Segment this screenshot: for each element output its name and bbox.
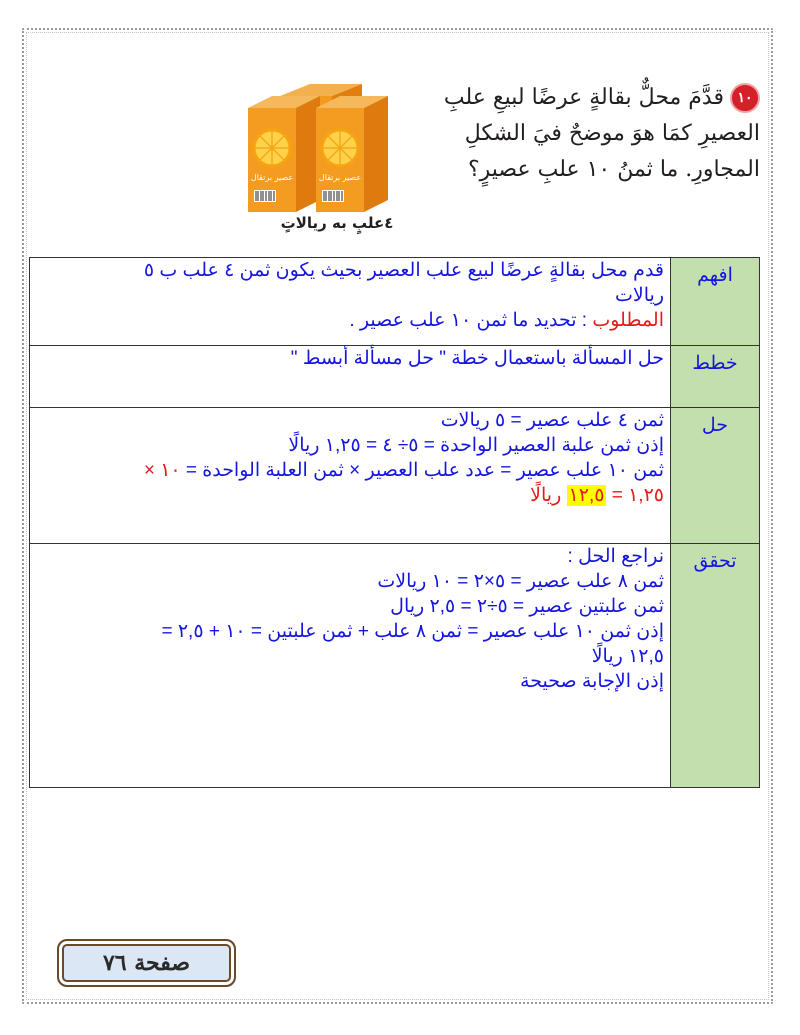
content-line [38, 308, 664, 333]
highlighted-answer: ١٢,٥ [568, 485, 605, 506]
table-row-understand [30, 258, 760, 346]
text-run: إذن الإجابة صحيحة [520, 671, 664, 692]
problem-statement [420, 80, 760, 188]
table-row-solve [30, 408, 760, 544]
text-run: ثمن ٨ علب عصير = ٥×٢ = ١٠ ريالات [377, 571, 664, 592]
row-label-check: تحقق [671, 544, 760, 788]
text-run: ١,٢٥ = [606, 485, 664, 506]
content-line [38, 458, 664, 483]
row-content-solve [30, 408, 671, 544]
text-run: نراجع الحل : [567, 546, 664, 567]
text-run: ثمن علبتين عصير = ٥÷٢ = ٢,٥ ريال [390, 596, 664, 617]
row-content-understand [30, 258, 671, 346]
text-run: ثمن ٤ علب عصير = ٥ ريالات [440, 410, 664, 431]
content-line [38, 346, 664, 371]
text-run: ثمن ١٠ علب عصير = عدد علب العصير × ثمن العلبة الواحدة = [180, 460, 664, 481]
text-run: ١٢,٥ ريالًا [591, 646, 664, 667]
row-label-solve: حل [671, 408, 760, 544]
text-run: ريالات [615, 285, 664, 306]
text-run: إذن ثمن علبة العصير الواحدة = ٥÷ ٤ = ١,٢٥ ريالًا [288, 435, 664, 456]
problem-number-badge: ١٠ [730, 83, 760, 113]
text-run: المطلوب [592, 310, 664, 331]
table-row-check [30, 544, 760, 788]
text-run: قدم محل بقالةٍ عرضًا لبيع علب العصير بحيث يكون ثمن ٤ علب ب ٥ [143, 260, 664, 281]
content-line [38, 619, 664, 644]
row-label-plan: خطط [671, 346, 760, 408]
content-line [38, 408, 664, 433]
row-content-plan [30, 346, 671, 408]
text-run: ريالًا [530, 485, 567, 506]
juice-box-left [248, 96, 320, 212]
juice-boxes-image [244, 84, 424, 214]
text-run: حل المسألة باستعمال خطة " حل مسألة أبسط " [290, 348, 664, 369]
solution-table [29, 257, 760, 788]
problem-line-2: العصيرِ كمَا هوَ موضحٌ فيَ الشكلِ [464, 121, 760, 146]
content-line [38, 483, 664, 508]
text-run: ١٠ × [143, 460, 181, 481]
content-line [38, 258, 664, 283]
row-label-understand: افهم [671, 258, 760, 346]
text-run: : تحديد ما ثمن ١٠ علب عصير . [349, 310, 593, 331]
row-content-check [30, 544, 671, 788]
content-line [38, 644, 664, 669]
text-run: إذن ثمن ١٠ علب عصير = ثمن ٨ علب + ثمن علبتين = ١٠ + ٢,٥ = [161, 621, 664, 642]
content-line [38, 669, 664, 694]
problem-line-3: المجاورِ. ما ثمنُ ١٠ علبِ عصيرٍ؟ [467, 157, 760, 182]
table-row-plan [30, 346, 760, 408]
image-caption: ٤علبٍ به ريالاتٍ [280, 214, 394, 232]
content-line [38, 433, 664, 458]
svg-text:عصير برتقال: عصير برتقال [250, 173, 294, 182]
content-line [38, 283, 664, 308]
juice-box-right [316, 96, 388, 212]
problem-line-1: ١٠قدَّمَ محلٌّ بقالةٍ عرضًا لبيعِ علبِ [420, 80, 760, 116]
svg-text:عصير برتقال: عصير برتقال [318, 173, 362, 182]
content-line [38, 594, 664, 619]
content-line [38, 569, 664, 594]
content-line [38, 544, 664, 569]
page-number-badge: صفحة ٧٦ [57, 939, 236, 987]
